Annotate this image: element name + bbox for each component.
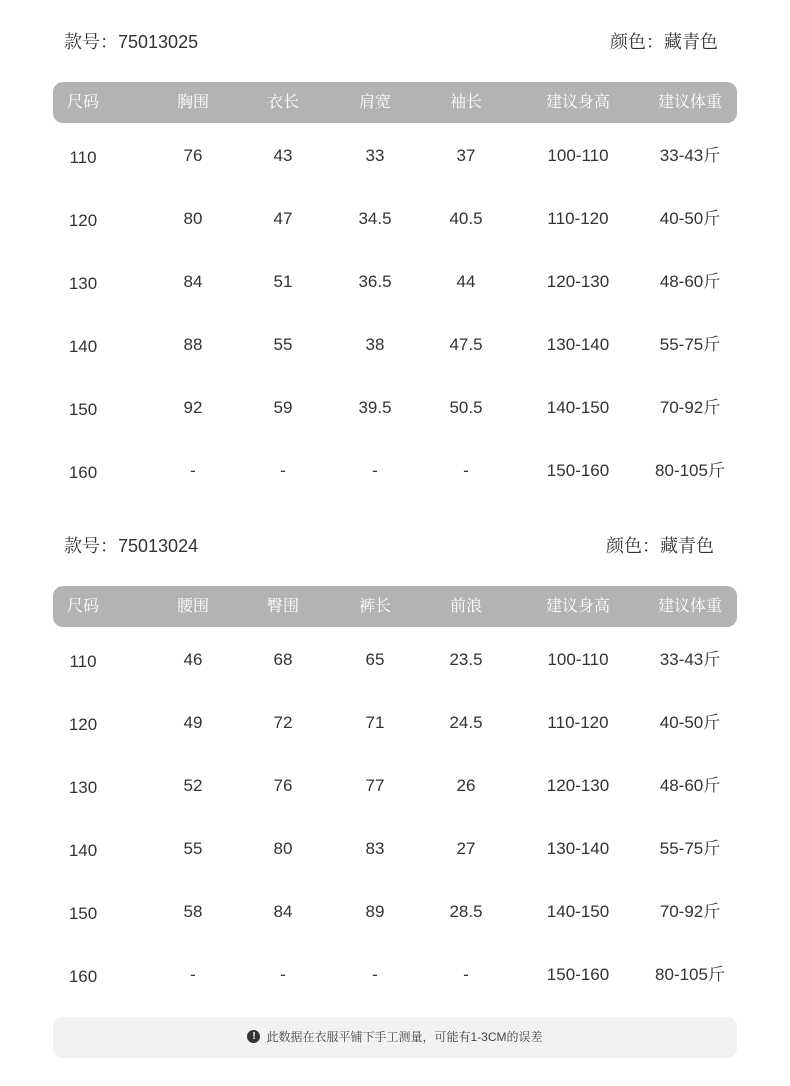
- size-cell: 140: [68, 841, 98, 860]
- table-cell: -: [463, 461, 469, 480]
- table-cell: 39.5: [358, 398, 392, 417]
- table-cell: 84: [273, 902, 293, 921]
- table-cell: 65: [365, 650, 385, 669]
- table-cell: 24.5: [449, 713, 483, 732]
- table-cell: 47.5: [449, 335, 483, 354]
- table-cell: 92: [183, 398, 203, 417]
- table-cell: 40-50斤: [659, 209, 721, 228]
- column-header: 尺码: [66, 94, 100, 111]
- table-cell: 27: [456, 839, 476, 858]
- size-cell: 160: [68, 463, 98, 482]
- color-label: 颜色：藏青色: [606, 536, 714, 556]
- table-cell: 150-160: [546, 965, 610, 984]
- table-cell: 71: [365, 713, 385, 732]
- column-header: 袖长: [449, 94, 483, 111]
- table-cell: 130-140: [546, 335, 610, 354]
- column-header: 建议体重: [657, 94, 723, 111]
- table-cell: 76: [273, 776, 293, 795]
- table-cell: 83: [365, 839, 385, 858]
- table-cell: 72: [273, 713, 293, 732]
- column-header: 腰围: [176, 598, 210, 615]
- size-cell: 140: [68, 337, 98, 356]
- table-cell: 48-60斤: [659, 272, 721, 291]
- table-cell: -: [280, 461, 286, 480]
- table-cell: -: [190, 965, 196, 984]
- table-cell: 40-50斤: [659, 713, 721, 732]
- size-chart-top: [0, 30, 790, 482]
- table-cell: 100-110: [547, 146, 609, 165]
- table-cell: -: [372, 965, 378, 984]
- table-cell: 58: [183, 902, 203, 921]
- table-cell: 140-150: [546, 902, 610, 921]
- table-cell: 51: [273, 272, 293, 291]
- table-cell: 33-43斤: [659, 650, 721, 669]
- table-cell: 48-60斤: [659, 776, 721, 795]
- table-header: [53, 82, 737, 123]
- table-row: [0, 960, 790, 990]
- table-cell: 43: [273, 146, 293, 165]
- table-row: [0, 771, 790, 801]
- table-cell: 23.5: [449, 650, 483, 669]
- size-cell: 150: [68, 904, 98, 923]
- table-row: [0, 141, 790, 171]
- size-chart-bottom: [0, 534, 790, 986]
- section-header: [0, 534, 790, 574]
- size-cell: 130: [68, 778, 98, 797]
- size-cell: 150: [68, 400, 98, 419]
- table-row: [0, 645, 790, 675]
- column-header: 衣长: [266, 94, 300, 111]
- column-header: 前浪: [449, 598, 483, 615]
- size-cell: 130: [68, 274, 98, 293]
- size-cell: 110: [69, 148, 97, 167]
- table-cell: 80-105斤: [655, 965, 725, 984]
- column-header: 臀围: [266, 598, 300, 615]
- table-cell: 49: [183, 713, 203, 732]
- size-cell: 160: [68, 967, 98, 986]
- column-header: 建议身高: [545, 94, 611, 111]
- measurement-note: [53, 1017, 737, 1058]
- table-cell: 50.5: [449, 398, 483, 417]
- table-cell: 76: [183, 146, 203, 165]
- table-cell: 52: [183, 776, 203, 795]
- table-cell: 46: [183, 650, 203, 669]
- table-cell: 70-92斤: [659, 398, 721, 417]
- column-header: 建议身高: [545, 598, 611, 615]
- size-cell: 120: [68, 715, 98, 734]
- table-row: [0, 204, 790, 234]
- table-row: [0, 393, 790, 423]
- table-cell: 130-140: [546, 839, 610, 858]
- table-cell: 47: [273, 209, 293, 228]
- table-cell: 100-110: [547, 650, 609, 669]
- table-row: [0, 897, 790, 927]
- table-cell: 80: [273, 839, 293, 858]
- table-cell: 88: [183, 335, 203, 354]
- section-header: [0, 30, 790, 70]
- table-cell: 84: [183, 272, 203, 291]
- size-cell: 110: [69, 652, 97, 671]
- table-row: [0, 708, 790, 738]
- column-header: 尺码: [66, 598, 100, 615]
- table-cell: 70-92斤: [659, 902, 721, 921]
- table-cell: 68: [273, 650, 293, 669]
- table-cell: 110-120: [547, 209, 609, 228]
- table-cell: 33-43斤: [659, 146, 721, 165]
- table-row: [0, 267, 790, 297]
- table-cell: 55: [273, 335, 293, 354]
- table-cell: 80: [183, 209, 203, 228]
- table-cell: 89: [365, 902, 385, 921]
- table-cell: 55: [183, 839, 203, 858]
- table-cell: 28.5: [449, 902, 483, 921]
- column-header: 胸围: [176, 94, 210, 111]
- table-cell: 80-105斤: [655, 461, 725, 480]
- table-row: [0, 834, 790, 864]
- table-cell: 150-160: [546, 461, 610, 480]
- column-header: 建议体重: [657, 598, 723, 615]
- table-row: [0, 330, 790, 360]
- table-cell: 33: [365, 146, 385, 165]
- table-cell: 120-130: [546, 776, 610, 795]
- table-cell: 77: [365, 776, 385, 795]
- table-cell: 40.5: [449, 209, 483, 228]
- note-text: 此数据在衣服平铺下手工测量，可能有1-3CM的误差: [266, 1030, 543, 1044]
- style-number: 款号：75013025: [64, 32, 199, 52]
- table-cell: 110-120: [547, 713, 609, 732]
- column-header: 裤长: [358, 598, 392, 615]
- table-cell: -: [463, 965, 469, 984]
- table-cell: 140-150: [546, 398, 610, 417]
- table-cell: 55-75斤: [659, 839, 721, 858]
- table-cell: 120-130: [546, 272, 610, 291]
- table-cell: 44: [456, 272, 476, 291]
- table-header: [53, 586, 737, 627]
- color-label: 颜色：藏青色: [610, 32, 718, 52]
- size-cell: 120: [68, 211, 98, 230]
- style-number: 款号：75013024: [64, 536, 199, 556]
- table-cell: -: [190, 461, 196, 480]
- table-cell: 37: [456, 146, 476, 165]
- column-header: 肩宽: [358, 94, 392, 111]
- table-cell: -: [372, 461, 378, 480]
- table-cell: 36.5: [358, 272, 392, 291]
- exclamation-icon: !: [247, 1030, 260, 1043]
- table-cell: 38: [365, 335, 385, 354]
- table-cell: 26: [456, 776, 476, 795]
- table-cell: -: [280, 965, 286, 984]
- table-cell: 55-75斤: [659, 335, 721, 354]
- table-cell: 59: [273, 398, 293, 417]
- table-cell: 34.5: [358, 209, 392, 228]
- table-row: [0, 456, 790, 486]
